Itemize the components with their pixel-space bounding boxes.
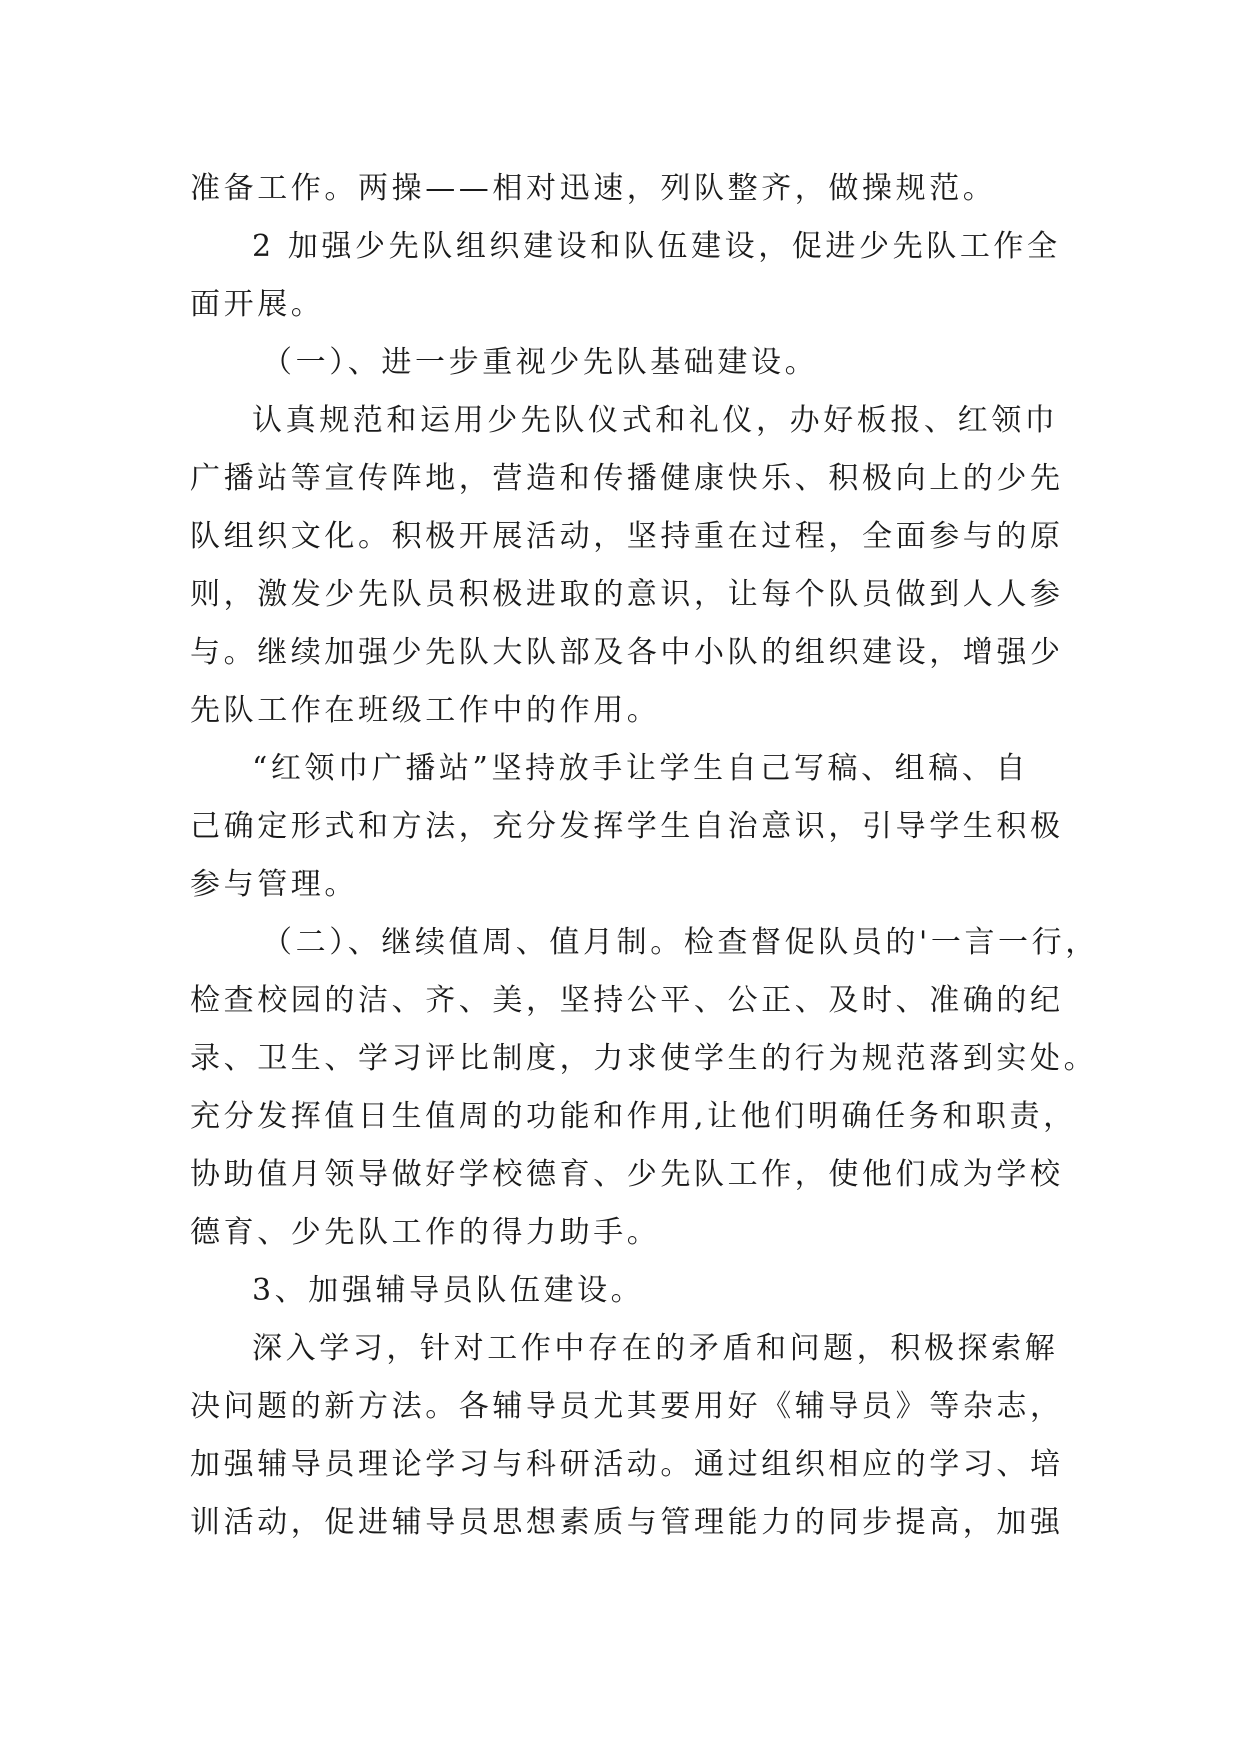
text-line-13: 参与管理。 [190,867,358,902]
text-line-22: 决问题的新方法。各辅导员尤其要用好《辅导员》等杂志， [190,1389,1064,1424]
text-line-9: 与。继续加强少先队大队部及各中小队的组织建设，增强少 [190,635,1064,670]
text-line-24: 训活动，促进辅导员思想素质与管理能力的同步提高，加强 [190,1505,1064,1540]
text-line-23: 加强辅导员理论学习与科研活动。通过组织相应的学习、培 [190,1447,1064,1482]
text-line-8: 则，激发少先队员积极进取的意识，让每个队员做到人人参 [190,577,1064,612]
text-line-10: 先队工作在班级工作中的作用。 [190,693,661,728]
text-line-3: 面开展。 [190,287,325,322]
text-line-5: 认真规范和运用少先队仪式和礼仪，办好板报、红领巾 [252,403,1059,438]
text-line-18: 协助值月领导做好学校德育、少先队工作，使他们成为学校 [190,1157,1064,1192]
text-line-7: 队组织文化。积极开展活动，坚持重在过程，全面参与的原 [190,519,1064,554]
text-line-2: 2 加强少先队组织建设和队伍建设，促进少先队工作全 [252,229,1061,264]
text-line-1: 准备工作。两操——相对迅速，列队整齐，做操规范。 [190,171,997,206]
text-line-11: “红领巾广播站”坚持放手让学生自己写稿、组稿、自 [252,751,1030,786]
text-line-16: 录、卫生、学习评比制度，力求使学生的行为规范落到实处。 [190,1041,1098,1076]
text-line-15: 检查校园的洁、齐、美，坚持公平、公正、及时、准确的纪 [190,983,1064,1018]
text-line-21: 深入学习，针对工作中存在的矛盾和问题，积极探索解 [252,1331,1059,1366]
text-line-17: 充分发挥值日生值周的功能和作用,让他们明确任务和职责， [190,1099,1077,1134]
section-heading-2: （二）、继续值周、值月制。检查督促队员的'一言一行， [262,925,1099,960]
text-line-19: 德育、少先队工作的得力助手。 [190,1215,661,1250]
section-heading-1: （一）、进一步重视少先队基础建设。 [262,345,819,380]
text-line-6: 广播站等宣传阵地，营造和传播健康快乐、积极向上的少先 [190,461,1064,496]
section-heading-3: 3、加强辅导员队伍建设。 [252,1273,645,1308]
text-line-12: 己确定形式和方法，充分发挥学生自治意识，引导学生积极 [190,809,1064,844]
